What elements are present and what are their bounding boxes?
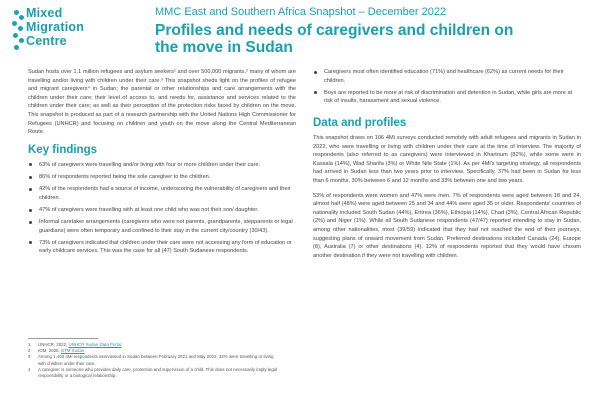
bullet-icon	[29, 163, 32, 166]
intro-paragraph: Sudan hosts over 1.1 million refugees and asylum seekers¹ and over 500,000 migrants,² many of whom are travelling and/or living with children under their care.³ This snapshot sheds light on the profiles of refugee and migrant caregivers⁴ in Sudan; the parental or other relationships and care arrangements with the children under their care; their level of access to, and needs for, assistance and services related to the children under their care; as well as their perception of the protection risks faced by children on the move. This snapshot is produced as part of a research partnership with the United Nations High Commissioner for Refugees (UNHCR) and focusing on children and youth on the move along the Central Mediterranean Route.	[28, 69, 296, 136]
list-item: 73% of caregivers indicated that children under their care were not accessing any form of education or early childcare services. This was the case for all (47) South Sudanese respondents.	[28, 239, 296, 256]
list-item: 63% of caregivers were travelling and/or living with four or more children under their care.	[28, 161, 296, 170]
footnotes	[28, 338, 278, 379]
bullet-icon	[29, 176, 32, 179]
footnote-divider	[28, 338, 98, 339]
footnote-link[interactable]: DTM Sudan	[60, 348, 85, 354]
bullet-icon	[314, 91, 317, 94]
list-item: 47% of caregivers were travelling with at least one child who was not their son/ daughter.	[28, 206, 296, 215]
needs-risks-list	[313, 68, 581, 106]
data-paragraph-1: This snapshot draws on 106 4Mi surveys conducted remotely with adult refugees and migrants in Sudan in 2022, who were travelling or living with children under their care at the time of interview. The majority of respondents (also referred to as caregivers) were interviewed in Khartoum (82%), while some were in Kassala (14%), Wad Sharifa (3%) or White Nile State (1%). As per 4Mi's targeting strategy, all respondents had arrived in Sudan less than two years prior to interview. Specifically, 37% had been in Sudan for less than 6 months, 30% between 6 and 12 months and 33% between one and two years.	[313, 134, 581, 184]
list-item: Informal caretaker arrangements (caregivers who were not parents, grandparents, stepparents or legal guardians) were often temporary and confined to their stay in the current city/country (30/43).	[28, 218, 296, 235]
logo-dots-icon	[10, 8, 26, 52]
footnote: 2 IOM, 2020. DTM Sudan	[28, 348, 85, 354]
footnote: 4 A caregiver is someone who provides daily care, protection and supervision of a child. This does not necessarily imply legal responsibility or a biological relationship.	[28, 366, 278, 379]
footnote: 1 UNHCR, 2022. UNHCR Sudan Data Portal	[28, 342, 122, 347]
page-header	[0, 0, 600, 62]
data-profiles-heading: Data and profiles	[313, 116, 407, 129]
data-paragraph-2: 53% of respondents were women and 47% were men. 7% of respondents were aged between 18 and 24, almost half (48%) were aged between 25 and 34 and 44% were aged 35 or older. Respondents' countries of nationality included South Sudan (44%), Eritrea (36%), Ethiopia (14%), Chad (3%), Central African Republic (2%) and Niger (1%). While all South Sudanese respondents (47/47) reported intending to stay in Sudan, among other nationalities, most (39/59) indicated that they had not reached the end of their journeys, suggesting plans of onward movement from Sudan. Preferred destinations included Canada (24), Europe (8), Australia (7) or other destinations (4). 12% of respondents reported that they would have chosen another destination if they were not travelling with children.	[313, 192, 581, 259]
bullet-icon	[314, 71, 317, 74]
key-findings-list	[28, 161, 296, 256]
bullet-icon	[29, 221, 32, 224]
bullet-icon	[29, 241, 32, 244]
mixed-migration-centre-logo	[10, 6, 120, 54]
list-item: Caregivers most often identified education (71%) and healthcare (62%) as current needs for their children.	[313, 68, 581, 85]
right-column	[313, 68, 581, 266]
list-item: 42% of the respondents had a source of income, underscoring the vulnerability of caregivers and their children.	[28, 185, 296, 202]
key-findings-heading: Key findings	[28, 143, 98, 156]
bullet-icon	[29, 188, 32, 191]
bullet-icon	[29, 209, 32, 212]
left-column	[28, 68, 296, 260]
header-titles	[155, 6, 595, 56]
snapshot-line: MMC East and Southern Africa Snapshot – December 2022	[155, 6, 447, 18]
footnote-link[interactable]: UNHCR Sudan Data Portal	[68, 342, 122, 347]
logo-text: Mixed Migration Centre	[26, 6, 85, 48]
list-item: Boys are reported to be more at risk of discrimination and detention in Sudan, while girls are more at risk of insults, harassment and sexual violence.	[313, 89, 581, 106]
list-item: 86% of respondents reported being the sole caregiver to the children.	[28, 173, 296, 182]
page-title: Profiles and needs of caregivers and children on the move in Sudan	[155, 22, 514, 56]
footnote: 3 Among 1,493 4Mi respondents interviewed in Sudan between February 2021 and May 2022, 32% were travelling or living with children under their care.	[28, 354, 274, 366]
